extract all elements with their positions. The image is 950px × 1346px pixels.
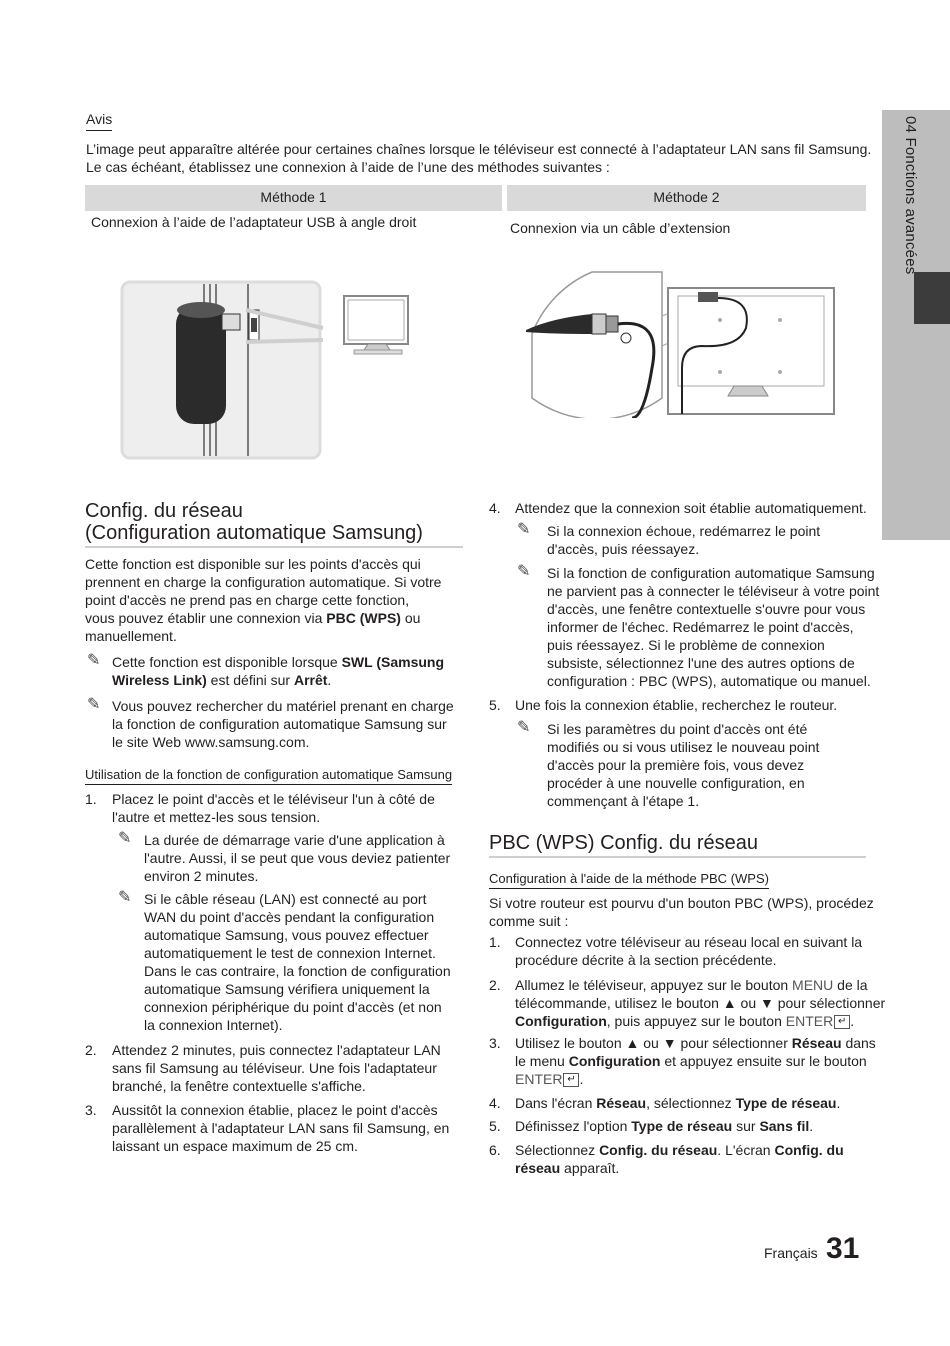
- chapter-tab-marker: [914, 272, 950, 324]
- extension-cable-illustration: [512, 268, 842, 418]
- note-swl: Cette fonction est disponible lorsque SWL (Samsung Wireless Link) est défini sur Arrêt.: [112, 654, 445, 688]
- note-pencil-icon: ✎: [517, 719, 531, 736]
- pbc-step2: Allumez le téléviseur, appuyez sur le bouton MENU de la télécommande, utilisez le bouton ▲ ou ▼ pour sélectionner Configuration, puis appuyez sur le bouton ENTER ↵ .: [515, 977, 886, 1029]
- pbc-rule: [489, 856, 866, 858]
- step-number: 6.: [489, 1142, 501, 1158]
- method2-header: Méthode 2: [507, 185, 866, 211]
- pbc-step5: Définissez l'option Type de réseau sur Sans fil.: [515, 1118, 814, 1134]
- note-pencil-icon: ✎: [517, 521, 531, 538]
- note-samsung-site: Vous pouvez rechercher du matériel prenant en charge la fonction de configuration automatique Samsung sur le site Web www.samsung.com.: [112, 698, 454, 750]
- step-number: 5.: [489, 1118, 501, 1134]
- step-number: 3.: [85, 1102, 97, 1118]
- pbc-step4: Dans l'écran Réseau, sélectionnez Type de réseau.: [515, 1095, 841, 1111]
- step-number: 4.: [489, 500, 501, 516]
- note-pencil-icon: ✎: [118, 830, 132, 847]
- section-heading-line1: Config. du réseau: [85, 500, 243, 522]
- notice-title: Avis: [86, 111, 112, 127]
- enter-icon: ↵: [563, 1073, 579, 1087]
- section-heading-line2: (Configuration automatique Samsung): [85, 522, 423, 544]
- note-pencil-icon: ✎: [87, 696, 101, 713]
- step3-text: Aussitôt la connexion établie, placez le point d'accès parallèlement à l'adaptateur LAN sans fil Samsung, en laissant un espace maximum de 25 cm.: [112, 1102, 450, 1154]
- method2-text: Connexion via un câble d’extension: [510, 220, 731, 236]
- step-number: 2.: [489, 977, 501, 993]
- step-number: 1.: [489, 934, 501, 950]
- pbc-intro: Si votre routeur est pourvu d'un bouton PBC (WPS), procédez comme suit :: [489, 895, 874, 929]
- notice-text: L’image peut apparaître altérée pour certaines chaînes lorsque le téléviseur est connecté à l’adaptateur LAN sans fil Samsung. Le cas échéant, établissez une connexion à l’aide de l’une des méthodes suivantes :: [86, 141, 872, 175]
- step1-note-lan: Si le câble réseau (LAN) est connecté au port WAN du point d'accès pendant la configuration automatique Samsung, vous pouvez effectuer automatiquement le test de connexion Internet. Dans le cas contraire, la fonction de configuration automatique Samsung vérifiera uniquement la connexion périphérique du point d'accès (et non la connexion Internet).: [144, 891, 451, 1033]
- step5-note: Si les paramètres du point d'accès ont été modifiés ou si vous utilisez le nouveau point d'accès pour la première fois, vous devez procéder à une nouvelle configuration, en commençant à l'étape 1.: [547, 721, 820, 809]
- pbc-step3: Utilisez le bouton ▲ ou ▼ pour sélectionner Réseau dans le menu Configuration et appuyez ensuite sur le bouton ENTER ↵ .: [515, 1035, 876, 1087]
- footer-language: Français: [764, 1245, 818, 1261]
- step-number: 3.: [489, 1035, 501, 1051]
- pbc-step6: Sélectionnez Config. du réseau. L'écran Config. du réseau apparaît.: [515, 1142, 844, 1176]
- pbc-heading: PBC (WPS) Config. du réseau: [489, 832, 758, 854]
- step4-note-failure: Si la fonction de configuration automatique Samsung ne parvient pas à connecter le téléviseur à votre point d'accès, une fenêtre contextuelle s'ouvre pour vous informer de l'échec. Redémarrez le point d'accès, puis réessayez. Si le problème de connexion subsiste, sélectionnez l'une des autres options de configuration : PBC (WPS), automatique ou manuel.: [547, 565, 880, 689]
- step-number: 5.: [489, 697, 501, 713]
- step4-note-retry: Si la connexion échoue, redémarrez le point d'accès, puis réessayez.: [547, 523, 821, 557]
- step2-text: Attendez 2 minutes, puis connectez l'adaptateur LAN sans fil Samsung au téléviseur. Une fois l'adaptateur branché, la fenêtre contextuelle s'affiche.: [112, 1042, 441, 1094]
- step1-text: Placez le point d'accès et le téléviseur l'un à côté de l'autre et mettez-les sous tension.: [112, 791, 435, 825]
- usb-adapter-illustration: [118, 280, 428, 462]
- note-pencil-icon: ✎: [87, 652, 101, 669]
- step1-note-startup: La durée de démarrage varie d'une application à l'autre. Aussi, il se peut que vous deviez patienter environ 2 minutes.: [144, 832, 451, 884]
- method1-text: Connexion à l’aide de l’adaptateur USB à angle droit: [91, 214, 417, 230]
- section-rule: [85, 546, 463, 548]
- step5-text: Une fois la connexion établie, recherchez le routeur.: [515, 697, 838, 713]
- intro-paragraph: Cette fonction est disponible sur les points d'accès qui prennent en charge la configuration automatique. Si votre point d'accès ne prend pas en charge cette fonction, vous pouvez établir une connexion via PBC (WPS) ou manuellement.: [85, 556, 442, 644]
- step-number: 2.: [85, 1042, 97, 1058]
- note-pencil-icon: ✎: [118, 889, 132, 906]
- subheading-pbc: Configuration à l'aide de la méthode PBC (WPS): [489, 871, 769, 887]
- method1-header: Méthode 1: [85, 185, 502, 211]
- step-number: 1.: [85, 791, 97, 807]
- page-number: 31: [826, 1232, 860, 1265]
- chapter-tab-label: 04 Fonctions avancées: [902, 116, 919, 275]
- subheading-auto-config: Utilisation de la fonction de configuration automatique Samsung: [85, 767, 452, 783]
- pbc-step1: Connectez votre téléviseur au réseau local en suivant la procédure décrite à la section précédente.: [515, 934, 863, 968]
- note-pencil-icon: ✎: [517, 563, 531, 580]
- step4-text: Attendez que la connexion soit établie automatiquement.: [515, 500, 867, 516]
- step-number: 4.: [489, 1095, 501, 1111]
- enter-icon: ↵: [834, 1015, 850, 1029]
